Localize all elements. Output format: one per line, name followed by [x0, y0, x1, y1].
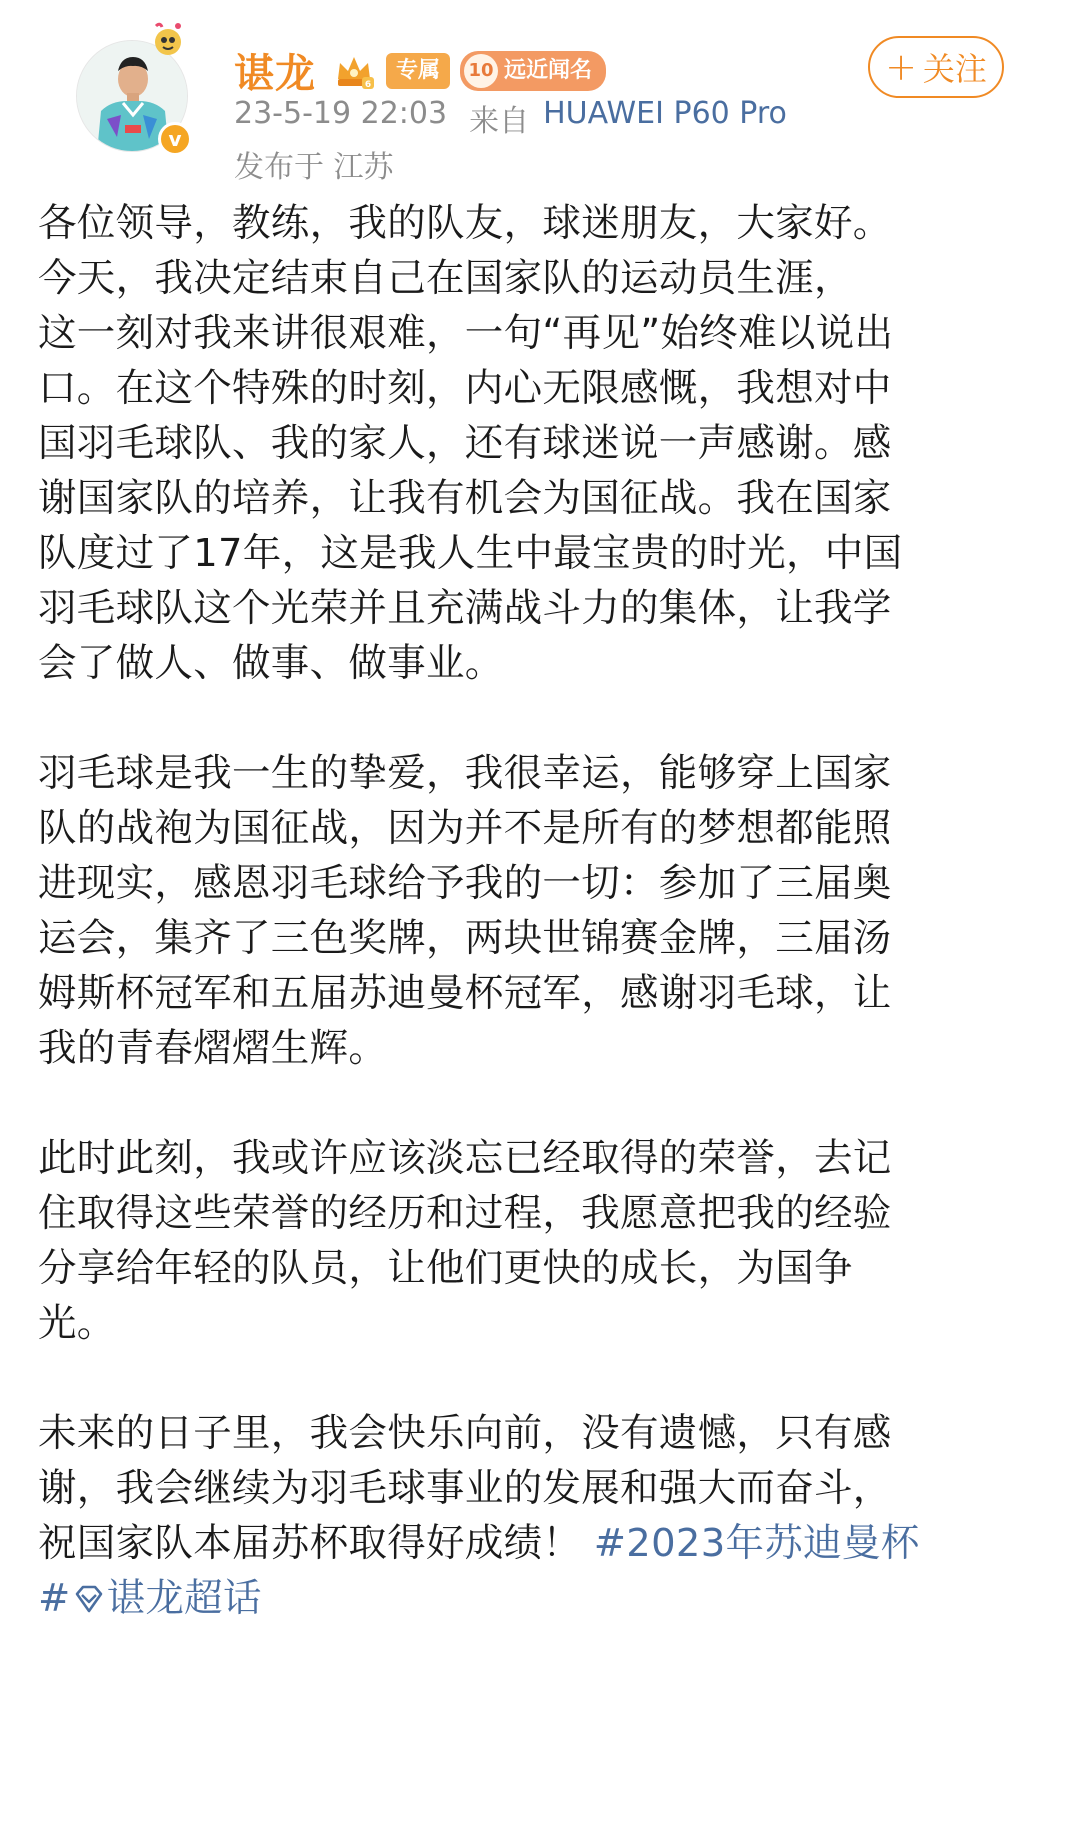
fame-badge-label: 远近闻名	[504, 57, 593, 83]
text-line: 队度过了17年，这是我人生中最宝贵的时光，中国	[38, 531, 903, 576]
exclusive-badge[interactable]: 专属	[386, 53, 450, 89]
text-line: 这一刻对我来讲很艰难，一句“再见”始终难以说出	[38, 311, 894, 356]
text-line: 羽毛球队这个光荣并且充满战斗力的集体，让我学	[38, 586, 892, 631]
character-deco-icon	[148, 18, 188, 58]
text-line: 谢，我会继续为羽毛球事业的发展和强大而奋斗，	[38, 1466, 892, 1511]
text-line: 羽毛球是我一生的挚爱，我很幸运，能够穿上国家	[38, 751, 892, 796]
name-row	[234, 42, 606, 99]
text-line: 队的战袍为国征战，因为并不是所有的梦想都能照	[38, 806, 892, 851]
post-paragraph-4	[38, 1406, 1048, 1626]
post-paragraph-2	[38, 746, 1048, 1076]
post-paragraph-3	[38, 1131, 1048, 1351]
hashtag-text: 谌龙超话	[106, 1576, 262, 1621]
text-line: 各位领导，教练，我的队友，球迷朋友，大家好。	[38, 201, 892, 246]
text-line: 进现实，感恩羽毛球给予我的一切：参加了三届奥	[38, 861, 892, 906]
plus-icon: +	[885, 45, 917, 89]
post-content	[38, 196, 1048, 1626]
post-timestamp: 23-5-19 22:03	[234, 96, 448, 131]
text-line: 运会，集齐了三色奖牌，两块世锦赛金牌，三届汤	[38, 916, 892, 961]
text-segment: 祝国家队本届苏杯取得好成绩！	[38, 1521, 582, 1566]
post-source	[469, 96, 787, 140]
text-line: 我的青春熠熠生辉。	[38, 1026, 388, 1071]
text-line: 会了做人、做事、做事业。	[38, 641, 504, 686]
follow-label: 关注	[922, 50, 987, 88]
verified-icon: v	[158, 122, 192, 156]
username[interactable]: 谌龙	[234, 51, 316, 97]
text-line: 光。	[38, 1301, 116, 1346]
post-location: 发布于 江苏	[234, 150, 394, 185]
hashtag-supertopic[interactable]	[38, 1576, 262, 1621]
text-line: 今天，我决定结束自己在国家队的运动员生涯，	[38, 256, 853, 301]
fame-badge[interactable]	[460, 51, 606, 91]
follow-button[interactable]	[868, 36, 1004, 98]
text-line: 国羽毛球队、我的家人，还有球迷说一声感谢。感	[38, 421, 892, 466]
text-line: 未来的日子里，我会快乐向前，没有遗憾，只有感	[38, 1411, 892, 1456]
svg-text:6: 6	[364, 79, 372, 90]
post-header	[38, 0, 1042, 210]
text-line: 谢国家队的培养，让我有机会为国征战。我在国家	[38, 476, 892, 521]
text-line: 口。在这个特殊的时刻，内心无限感慨，我想对中	[38, 366, 892, 411]
topic-diamond-icon	[73, 1584, 105, 1614]
source-label: 来自	[469, 104, 530, 139]
crown-icon[interactable]	[332, 49, 376, 93]
hashtag-sudirman-cup[interactable]: #2023年苏迪曼杯	[593, 1521, 920, 1566]
text-line: 姆斯杯冠军和五届苏迪曼杯冠军，感谢羽毛球，让	[38, 971, 892, 1016]
fame-badge-icon: 10	[464, 54, 498, 88]
text-line: 住取得这些荣誉的经历和过程，我愿意把我的经验	[38, 1191, 892, 1236]
text-line	[38, 1571, 1048, 1626]
hashtag-prefix: #	[38, 1576, 71, 1621]
text-line: 分享给年轻的队员，让他们更快的成长，为国争	[38, 1246, 853, 1291]
avatar[interactable]	[76, 40, 196, 160]
post-paragraph-1	[38, 196, 1048, 691]
text-line	[38, 1516, 1048, 1571]
post-meta	[234, 96, 787, 140]
text-line: 此时此刻，我或许应该淡忘已经取得的荣誉，去记	[38, 1136, 892, 1181]
source-device[interactable]: HUAWEI P60 Pro	[543, 96, 787, 131]
